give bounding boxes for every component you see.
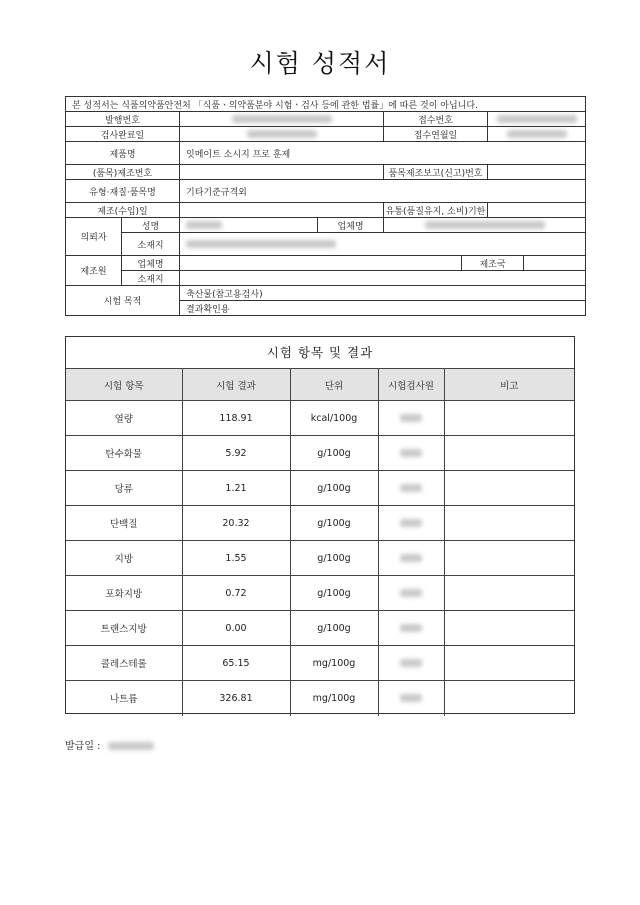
result-inspector — [378, 506, 444, 541]
result-inspector — [378, 576, 444, 611]
result-remarks — [444, 541, 574, 576]
result-unit: g/100g — [290, 506, 378, 541]
receipt-no-value — [488, 112, 586, 127]
product-name-label: 제품명 — [66, 142, 180, 165]
header-item: 시험 항목 — [66, 369, 182, 401]
issue-date-label: 발급일 : — [65, 741, 101, 752]
manufacturer-address-value — [180, 271, 586, 286]
expiry-value — [488, 203, 586, 218]
requester-name-label: 성명 — [122, 218, 180, 233]
inspector-name-redacted — [400, 694, 422, 702]
item-report-no-label: 품목제조보고(신고)번호 — [384, 165, 488, 180]
issue-date — [65, 737, 154, 752]
header-inspector: 시험검사원 — [378, 369, 444, 401]
requester-label: 의뢰자 — [66, 218, 122, 256]
result-row — [66, 646, 574, 681]
result-value: 20.32 — [182, 506, 290, 541]
inspector-name-redacted — [400, 554, 422, 562]
test-done-date-value — [180, 127, 384, 142]
inspector-name-redacted — [400, 659, 422, 667]
item-mfg-no-value — [180, 165, 384, 180]
manufacturer-address-label: 소재지 — [122, 271, 180, 286]
type-category-label: 유형·재질·품목명 — [66, 180, 180, 203]
inspector-name-redacted — [400, 624, 422, 632]
issue-no-label: 발행번호 — [66, 112, 180, 127]
result-value: 65.15 — [182, 646, 290, 681]
result-value: 326.81 — [182, 681, 290, 716]
purpose-label: 시험 목적 — [66, 286, 180, 316]
result-remarks — [444, 436, 574, 471]
result-inspector — [378, 541, 444, 576]
result-unit: kcal/100g — [290, 401, 378, 436]
result-inspector — [378, 611, 444, 646]
result-unit: g/100g — [290, 541, 378, 576]
result-item: 당류 — [66, 471, 182, 506]
manufacturer-company-label: 업체명 — [122, 256, 180, 271]
result-row — [66, 576, 574, 611]
expiry-label: 유통(품질유지, 소비)기한 — [384, 203, 488, 218]
manufacturer-label: 제조원 — [66, 256, 122, 286]
receipt-date-value — [488, 127, 586, 142]
result-value: 0.72 — [182, 576, 290, 611]
type-category-value: 기타기준규격외 — [180, 180, 586, 203]
document-title: 시험 성적서 — [249, 49, 391, 78]
requester-company-value — [384, 218, 586, 233]
results-title: 시험 항목 및 결과 — [266, 345, 374, 360]
info-table — [65, 96, 586, 316]
result-value: 0.00 — [182, 611, 290, 646]
result-row — [66, 506, 574, 541]
inspector-name-redacted — [400, 449, 422, 457]
result-value: 5.92 — [182, 436, 290, 471]
mfg-date-value — [180, 203, 384, 218]
issue-no-value — [180, 112, 384, 127]
purpose-value-2: 결과확인용 — [180, 301, 586, 316]
requester-address-label: 소재지 — [122, 233, 180, 256]
result-inspector — [378, 401, 444, 436]
result-row — [66, 611, 574, 646]
result-inspector — [378, 471, 444, 506]
results-header-row — [66, 369, 574, 401]
requester-name-value — [180, 218, 318, 233]
manufacturer-company-value — [180, 256, 462, 271]
result-inspector — [378, 436, 444, 471]
result-row — [66, 681, 574, 716]
result-inspector — [378, 681, 444, 716]
result-value: 1.55 — [182, 541, 290, 576]
result-unit: g/100g — [290, 436, 378, 471]
result-row — [66, 471, 574, 506]
result-unit: mg/100g — [290, 681, 378, 716]
result-remarks — [444, 576, 574, 611]
issue-date-value — [108, 742, 154, 750]
result-value: 1.21 — [182, 471, 290, 506]
result-item: 단백질 — [66, 506, 182, 541]
result-item: 나트륨 — [66, 681, 182, 716]
test-done-date-label: 검사완료일 — [66, 127, 180, 142]
result-unit: mg/100g — [290, 646, 378, 681]
item-mfg-no-label: (품목)제조번호 — [66, 165, 180, 180]
header-remarks: 비고 — [444, 369, 574, 401]
result-remarks — [444, 646, 574, 681]
result-remarks — [444, 681, 574, 716]
item-report-no-value — [488, 165, 586, 180]
country-label: 제조국 — [462, 256, 524, 271]
result-unit: g/100g — [290, 471, 378, 506]
purpose-value-1: 축산물(참고용검사) — [180, 286, 586, 301]
result-remarks — [444, 471, 574, 506]
country-value — [524, 256, 586, 271]
result-item: 콜레스테롤 — [66, 646, 182, 681]
result-remarks — [444, 611, 574, 646]
requester-address-value — [180, 233, 586, 256]
results-table — [66, 368, 574, 716]
results-section — [65, 336, 575, 714]
result-remarks — [444, 401, 574, 436]
requester-company-label: 업체명 — [318, 218, 384, 233]
inspector-name-redacted — [400, 589, 422, 597]
result-item: 트랜스지방 — [66, 611, 182, 646]
result-inspector — [378, 646, 444, 681]
result-item: 지방 — [66, 541, 182, 576]
notice-text: 본 성적서는 식품의약품안전처 「식품ㆍ의약품분야 시험ㆍ검사 등에 관한 법률」에 따른 것이 아닙니다. — [66, 97, 586, 112]
header-unit: 단위 — [290, 369, 378, 401]
receipt-no-label: 접수번호 — [384, 112, 488, 127]
product-name-value: 잇메이트 소시지 프로 훈제 — [180, 142, 586, 165]
header-result: 시험 결과 — [182, 369, 290, 401]
result-unit: g/100g — [290, 611, 378, 646]
inspector-name-redacted — [400, 519, 422, 527]
result-remarks — [444, 506, 574, 541]
inspector-name-redacted — [400, 484, 422, 492]
receipt-date-label: 접수연월일 — [384, 127, 488, 142]
inspector-name-redacted — [400, 414, 422, 422]
result-item: 포화지방 — [66, 576, 182, 611]
result-value: 118.91 — [182, 401, 290, 436]
result-unit: g/100g — [290, 576, 378, 611]
mfg-date-label: 제조(수입)일 — [66, 203, 180, 218]
result-row — [66, 541, 574, 576]
result-row — [66, 401, 574, 436]
result-item: 탄수화물 — [66, 436, 182, 471]
result-item: 열량 — [66, 401, 182, 436]
result-row — [66, 436, 574, 471]
